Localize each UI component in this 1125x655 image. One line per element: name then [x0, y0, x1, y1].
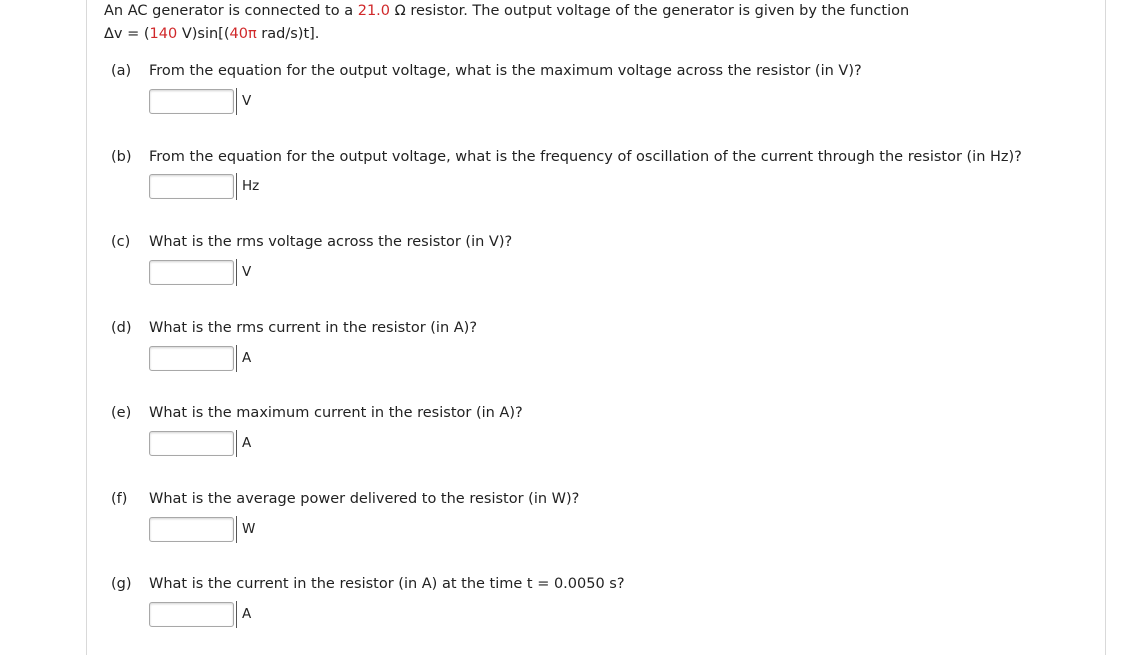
problem-statement: [104, 0, 909, 46]
question-c: [111, 232, 512, 252]
unit-label-c: V: [236, 259, 251, 286]
question-label: (g): [111, 576, 132, 592]
question-b: [111, 147, 1022, 167]
question-label: (d): [111, 320, 132, 336]
question-text: What is the average power delivered to the resistor (in W)?: [149, 491, 580, 507]
question-text: From the equation for the output voltage, what is the frequency of oscillation of the current through the resistor (in Hz)?: [149, 149, 1022, 165]
answer-input-g[interactable]: [149, 602, 234, 627]
unit-label-g: A: [236, 601, 251, 628]
unit-label-f: W: [236, 516, 255, 543]
question-text: What is the maximum current in the resistor (in A)?: [149, 405, 523, 421]
question-label: (b): [111, 149, 132, 165]
question-e: [111, 403, 523, 423]
unit-label-a: V: [236, 88, 251, 115]
left-divider: [86, 0, 87, 655]
statement-line-1: [104, 0, 909, 23]
resistance-value: 21.0: [357, 3, 391, 19]
unit-label-b: Hz: [236, 173, 259, 200]
answer-input-a[interactable]: [149, 89, 234, 114]
equation-text: V)sin[(: [177, 26, 230, 42]
answer-input-e[interactable]: [149, 431, 234, 456]
answer-input-d[interactable]: [149, 346, 234, 371]
question-text: What is the rms current in the resistor (in A)?: [149, 320, 478, 336]
question-d: [111, 318, 477, 338]
question-f: [111, 489, 579, 509]
question-label: (e): [111, 405, 132, 421]
equation-text: rad/s)t].: [256, 26, 320, 42]
question-text: What is the current in the resistor (in A) at the time t = 0.0050 s?: [149, 576, 625, 592]
unit-label-e: A: [236, 430, 251, 457]
question-text: What is the rms voltage across the resistor (in V)?: [149, 234, 513, 250]
answer-input-b[interactable]: [149, 174, 234, 199]
statement-text: Ω resistor. The output voltage of the generator is given by the function: [390, 3, 910, 19]
answer-input-c[interactable]: [149, 260, 234, 285]
question-label: (a): [111, 63, 132, 79]
question-text: From the equation for the output voltage, what is the maximum voltage across the resistor (in V)?: [149, 63, 862, 79]
question-a: [111, 61, 862, 81]
right-divider: [1105, 0, 1106, 655]
question-label: (f): [111, 491, 128, 507]
unit-label-d: A: [236, 345, 251, 372]
statement-line-2: [104, 23, 909, 46]
question-label: (c): [111, 234, 131, 250]
question-g: [111, 574, 625, 594]
statement-text: An AC generator is connected to a: [104, 3, 358, 19]
omega-value: 40π: [229, 26, 257, 42]
equation-text: Δv = (: [104, 26, 150, 42]
amplitude-value: 140: [149, 26, 178, 42]
answer-input-f[interactable]: [149, 517, 234, 542]
